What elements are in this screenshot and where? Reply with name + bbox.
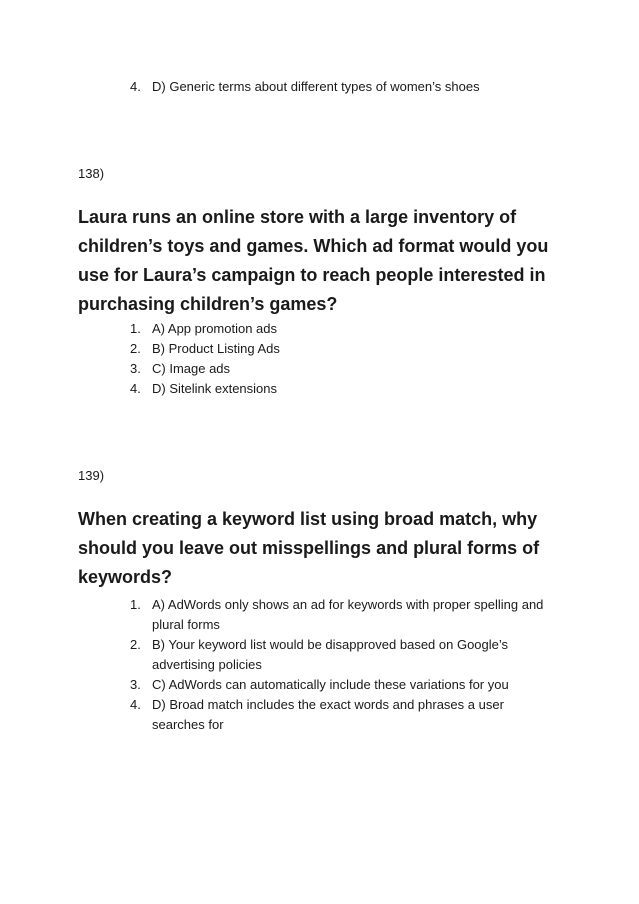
list-number: 1. [130,321,141,336]
answer-item [130,595,560,635]
answer-text: B) Product Listing Ads [152,341,280,356]
list-number: 1. [130,597,141,612]
answer-text: B) Your keyword list would be disapproved based on Google’s advertising policies [152,637,509,672]
answer-list [130,595,560,735]
previous-answer-item [130,78,610,96]
list-item-text: D) Generic terms about different types of women’s shoes [152,79,480,94]
answer-item [130,675,560,695]
answer-item [130,319,560,339]
answer-text: A) AdWords only shows an ad for keywords with proper spelling and plural forms [152,597,544,632]
answer-item [130,339,560,359]
list-number: 4. [130,381,141,396]
list-number: 2. [130,341,141,356]
question-text: When creating a keyword list using broad match, why should you leave out misspellings and plural forms of keywords? [78,509,540,587]
list-number: 4. [130,697,141,712]
list-number: 3. [130,361,141,376]
answer-item [130,635,560,675]
answer-text: D) Broad match includes the exact words and phrases a user searches for [152,697,504,732]
answer-item [130,359,560,379]
question-number: 138) [78,166,105,181]
answer-item [130,379,560,399]
answer-text: C) Image ads [152,361,231,376]
answer-list [130,319,560,399]
list-number: 2. [130,637,141,652]
list-number: 3. [130,677,141,692]
answer-text: A) App promotion ads [152,321,278,336]
answer-item [130,695,560,735]
list-number: 4. [130,79,141,94]
question-number: 139) [78,468,105,483]
answer-text: C) AdWords can automatically include these variations for you [152,677,509,692]
answer-text: D) Sitelink extensions [152,381,277,396]
question-text: Laura runs an online store with a large inventory of children’s toys and games. Which ad format would you use for Laura’s campaign to reach people interested in purchasing children’s games? [78,207,549,314]
